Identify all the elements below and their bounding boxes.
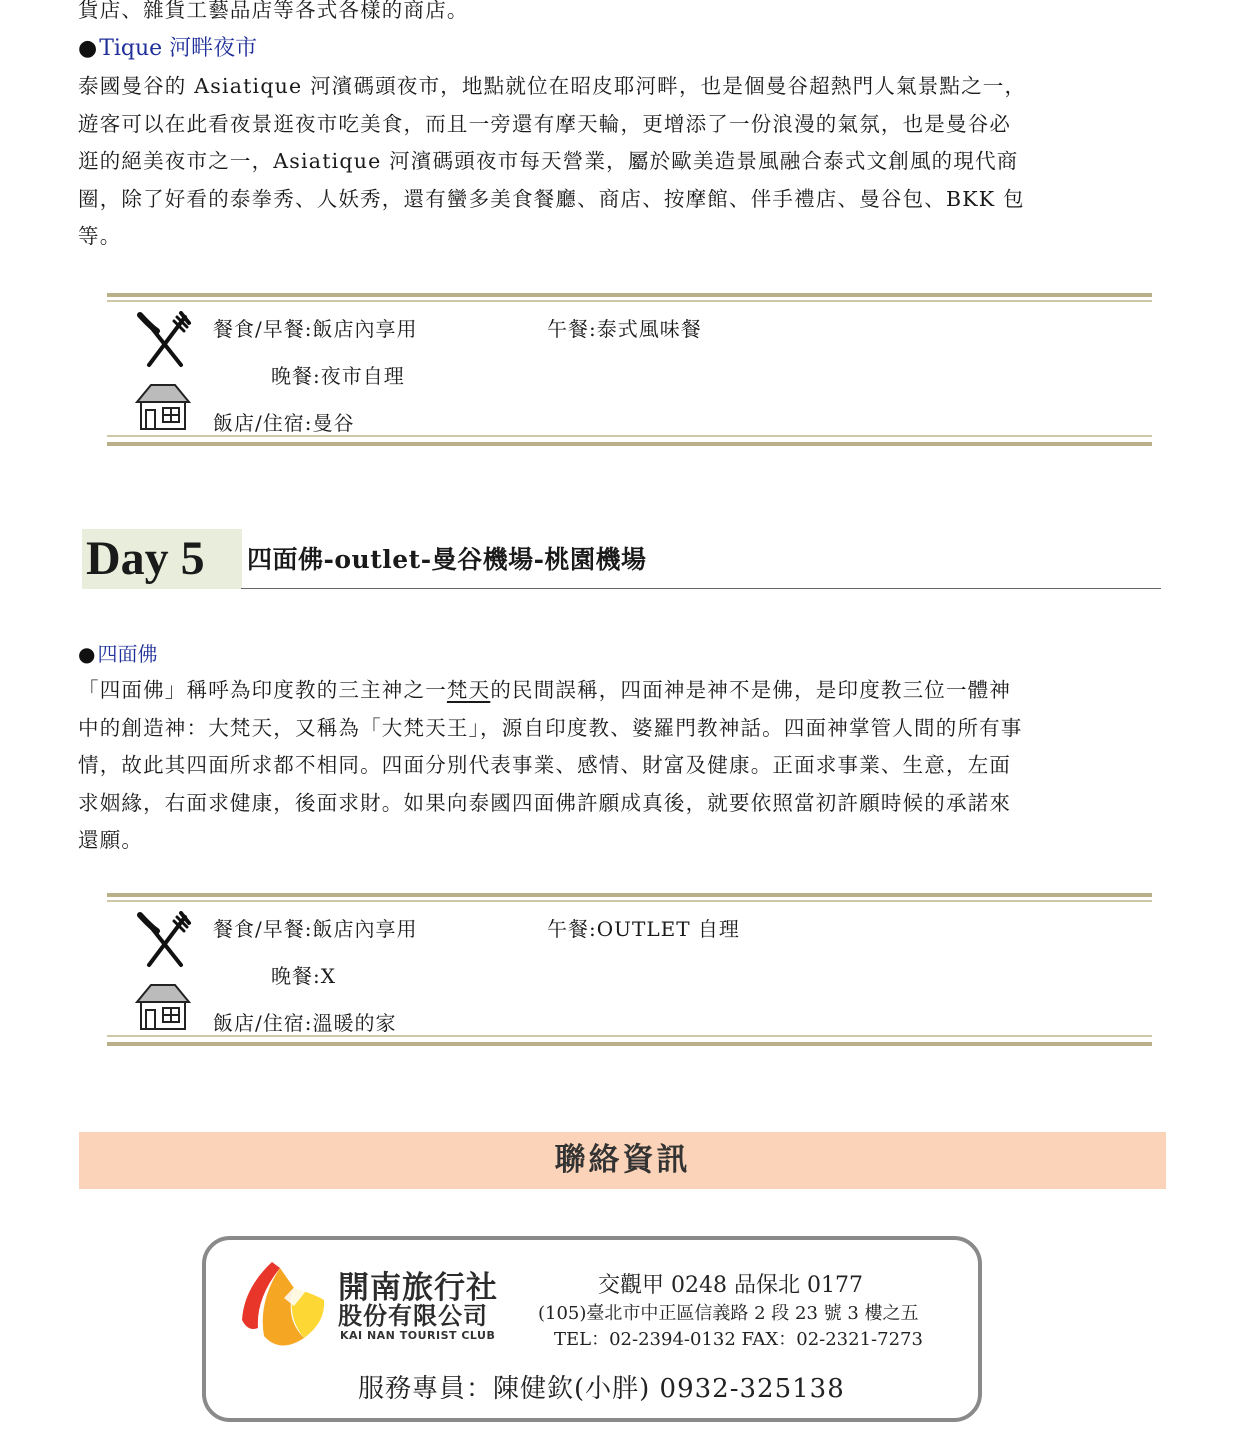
brahma-link: 梵天 — [446, 678, 491, 702]
company-name-line2: 股份有限公司 — [338, 1302, 488, 1330]
breakfast-text: 餐食/早餐:飯店內享用 — [213, 317, 418, 341]
fork-knife-icon — [137, 311, 193, 369]
dinner-text: 晚餐:X — [271, 964, 336, 988]
kai-nan-logo-icon — [234, 1258, 334, 1358]
lunch-text: 午餐:泰式風味餐 — [547, 317, 702, 341]
day-title-underline — [241, 588, 1161, 589]
erawan-paragraph-rest: 的民間誤稱，四面神是神不是佛，是印度教三位一體神 中的創造神：大梵天，又稱為「大梵天王」，源自印度教、婆羅門教神話。四面神掌管人間的所有事 情，故此其四面所求都不相同。四面分別代表事業、感情、財富及健康。正面求事業、生意，左面 求姻緣，右面求健康，後面求財。如果向泰國四面佛許願成真後，就要依照當初許願時候的承諾來 還願。 — [78, 678, 1023, 853]
license-text: 交觀甲 0248 品保北 0177 — [598, 1273, 863, 1298]
phone-fax-text: TEL：02-2394-0132 FAX：02-2321-7273 — [554, 1329, 923, 1350]
previous-paragraph-tail: 貨店、雜貨工藝品店等各式各樣的商店。 — [78, 0, 469, 22]
bullet-dot-icon: ● — [78, 642, 96, 666]
erawan-paragraph-start: 「四面佛」稱呼為印度教的三主神之一 — [78, 678, 447, 702]
day-title: 四面佛-outlet-曼谷機場-桃園機場 — [247, 545, 647, 574]
bullet-heading-night-market — [78, 34, 257, 64]
meal-box-bottom-rule — [107, 442, 1152, 446]
bullet-heading-text: 四面佛 — [97, 642, 158, 666]
meal-box-bottom-rule — [107, 1042, 1152, 1046]
contact-header: 聯絡資訊 — [79, 1132, 1166, 1189]
dinner-text: 晚餐:夜市自理 — [271, 364, 405, 388]
bullet-dot-icon: ● — [78, 36, 98, 61]
breakfast-text: 餐食/早餐:飯店內享用 — [213, 917, 418, 941]
contact-card — [202, 1236, 982, 1422]
bullet-heading-text: Tique 河畔夜市 — [99, 36, 258, 61]
service-agent-text: 服務專員：陳健欽(小胖) 0932-325138 — [358, 1374, 845, 1404]
meal-box-top-rule — [107, 893, 1152, 897]
hotel-text: 飯店/住宿:溫暖的家 — [213, 1011, 397, 1035]
erawan-paragraph — [78, 672, 1163, 860]
meal-box-top-rule — [107, 293, 1152, 297]
house-icon — [135, 382, 191, 432]
company-name-line1: 開南旅行社 — [338, 1270, 498, 1306]
meal-box-day5 — [107, 893, 1152, 1047]
fork-knife-icon — [137, 911, 193, 969]
bullet-heading-erawan — [78, 639, 157, 669]
house-icon — [135, 982, 191, 1032]
night-market-paragraph: 泰國曼谷的 Asiatique 河濱碼頭夜市，地點就位在昭皮耶河畔，也是個曼谷超熱門人氣景點之一， 遊客可以在此看夜景逛夜市吃美食，而且一旁還有摩天輪，更增添了一份浪漫的氣氛，也是曼谷必 逛的絕美夜市之一，Asiatique 河濱碼頭夜市每天營業，屬於歐美造景風融合泰式文創風的現代商 圈，除了好看的泰拳秀、人妖秀，還有蠻多美食餐廳、商店、按摩館、伴手禮店、曼谷包、BKK 包 等。 — [78, 74, 1027, 249]
day-badge: Day 5 — [82, 529, 242, 589]
address-text: (105)臺北市中正區信義路 2 段 23 號 3 樓之五 — [538, 1303, 919, 1324]
company-name-english: KAI NAN TOURIST CLUB — [340, 1329, 496, 1342]
meal-box-day4 — [107, 293, 1152, 447]
hotel-text: 飯店/住宿:曼谷 — [213, 411, 355, 435]
lunch-text: 午餐:OUTLET 自理 — [547, 917, 740, 941]
